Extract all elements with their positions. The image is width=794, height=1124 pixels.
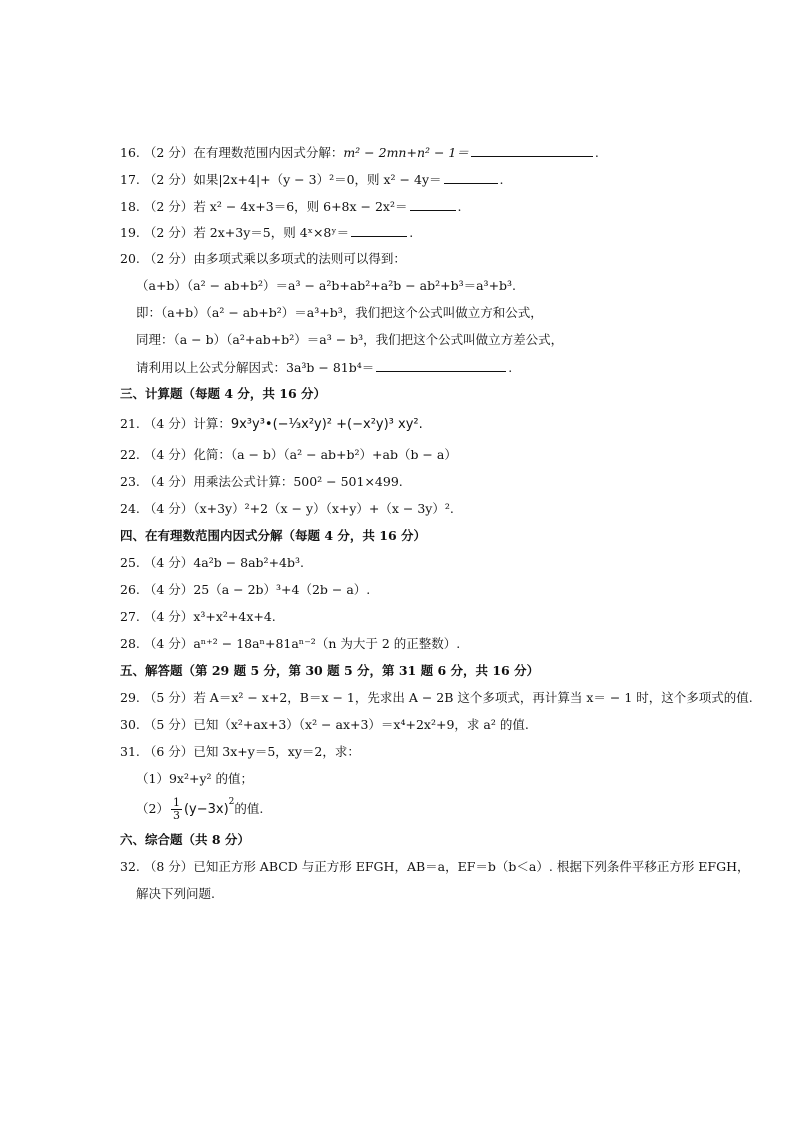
- question-17: 17. （2 分）如果|2x+4|+（y − 3）²＝0，则 x² − 4y＝ .: [120, 172, 504, 187]
- q21-expression: 9x³y³•(−⅓x²y)² +(−x²y)³ xy².: [230, 417, 423, 432]
- answer-blank[interactable]: [376, 359, 506, 372]
- question-22: 22. （4 分）化简：（a − b）（a² − ab+b²）+ab（b − a）: [120, 447, 457, 462]
- question-16: 16. （2 分）在有理数范围内因式分解：m² − 2mn+n² − 1＝ .: [120, 145, 599, 160]
- section-5-heading: 五、解答题（第 29 题 5 分，第 30 题 5 分，第 31 题 6 分，共 16 分）: [120, 663, 540, 678]
- q20-line-2: 即：（a+b）（a² − ab+b²）＝a³+b³，我们把这个公式叫做立方和公式，: [136, 305, 543, 320]
- q31-part-2: （2） $\frac{1}{3}$ $(y-3x)^2$的值.: [136, 796, 264, 822]
- answer-blank[interactable]: [471, 144, 593, 157]
- q20-line-1: （a+b）（a² − ab+b²）＝a³ − a²b+ab²+a²b − ab²+b³＝a³+b³.: [136, 278, 517, 293]
- answer-blank[interactable]: [351, 224, 407, 237]
- question-19: 19. （2 分）若 2x+3y＝5，则 4ˣ×8ʸ＝ .: [120, 225, 414, 240]
- section-3-heading: 三、计算题（每题 4 分，共 16 分）: [120, 386, 327, 401]
- question-23: 23. （4 分）用乘法公式计算：500² − 501×499.: [120, 474, 403, 489]
- question-24: 24. （4 分）（x+3y）²+2（x − y）（x+y）+（x − 3y）².: [120, 501, 454, 516]
- q32-line-2: 解决下列问题.: [136, 886, 215, 901]
- q20-line-3: 同理：（a − b）（a²+ab+b²）＝a³ − b³，我们把这个公式叫做立方差公式，: [136, 332, 564, 347]
- question-28: 28. （4 分）aⁿ⁺² − 18aⁿ+81aⁿ⁻²（n 为大于 2 的正整数）.: [120, 636, 461, 651]
- question-27: 27. （4 分）x³+x²+4x+4.: [120, 609, 276, 624]
- question-30: 30. （5 分）已知（x²+ax+3）（x² − ax+3）＝x⁴+2x²+9，求 a² 的值.: [120, 717, 529, 732]
- question-29: 29. （5 分）若 A＝x² − x+2，B＝x − 1，先求出 A − 2B 这个多项式，再计算当 x＝ − 1 时，这个多项式的值.: [120, 690, 753, 705]
- question-31: 31. （6 分）已知 3x+y＝5，xy＝2，求：: [120, 744, 360, 759]
- answer-blank[interactable]: [410, 198, 456, 211]
- question-25: 25. （4 分）4a²b − 8ab²+4b³.: [120, 555, 304, 570]
- q31-part-1: （1）9x²+y² 的值；: [136, 771, 253, 786]
- q20-line-4: 请利用以上公式分解因式：3a³b − 81b⁴＝ .: [136, 360, 513, 375]
- question-21: 21. （4 分）计算：9x³y³•(−⅓x²y)² +(−x²y)³ xy².: [120, 416, 423, 432]
- fraction-one-third: $\frac{1}{3}$: [172, 796, 180, 822]
- section-6-heading: 六、综合题（共 8 分）: [120, 832, 250, 847]
- question-18: 18. （2 分）若 x² − 4x+3＝6，则 6+8x − 2x²＝ .: [120, 199, 462, 214]
- question-26: 26. （4 分）25（a − 2b）³+4（2b − a）.: [120, 582, 371, 597]
- section-4-heading: 四、在有理数范围内因式分解（每题 4 分，共 16 分）: [120, 528, 427, 543]
- answer-blank[interactable]: [444, 171, 498, 184]
- question-20: 20. （2 分）由多项式乘以多项式的法则可以得到：: [120, 251, 406, 266]
- question-32: 32. （8 分）已知正方形 ABCD 与正方形 EFGH，AB＝a，EF＝b（b＜a）. 根据下列条件平移正方形 EFGH，: [120, 859, 750, 874]
